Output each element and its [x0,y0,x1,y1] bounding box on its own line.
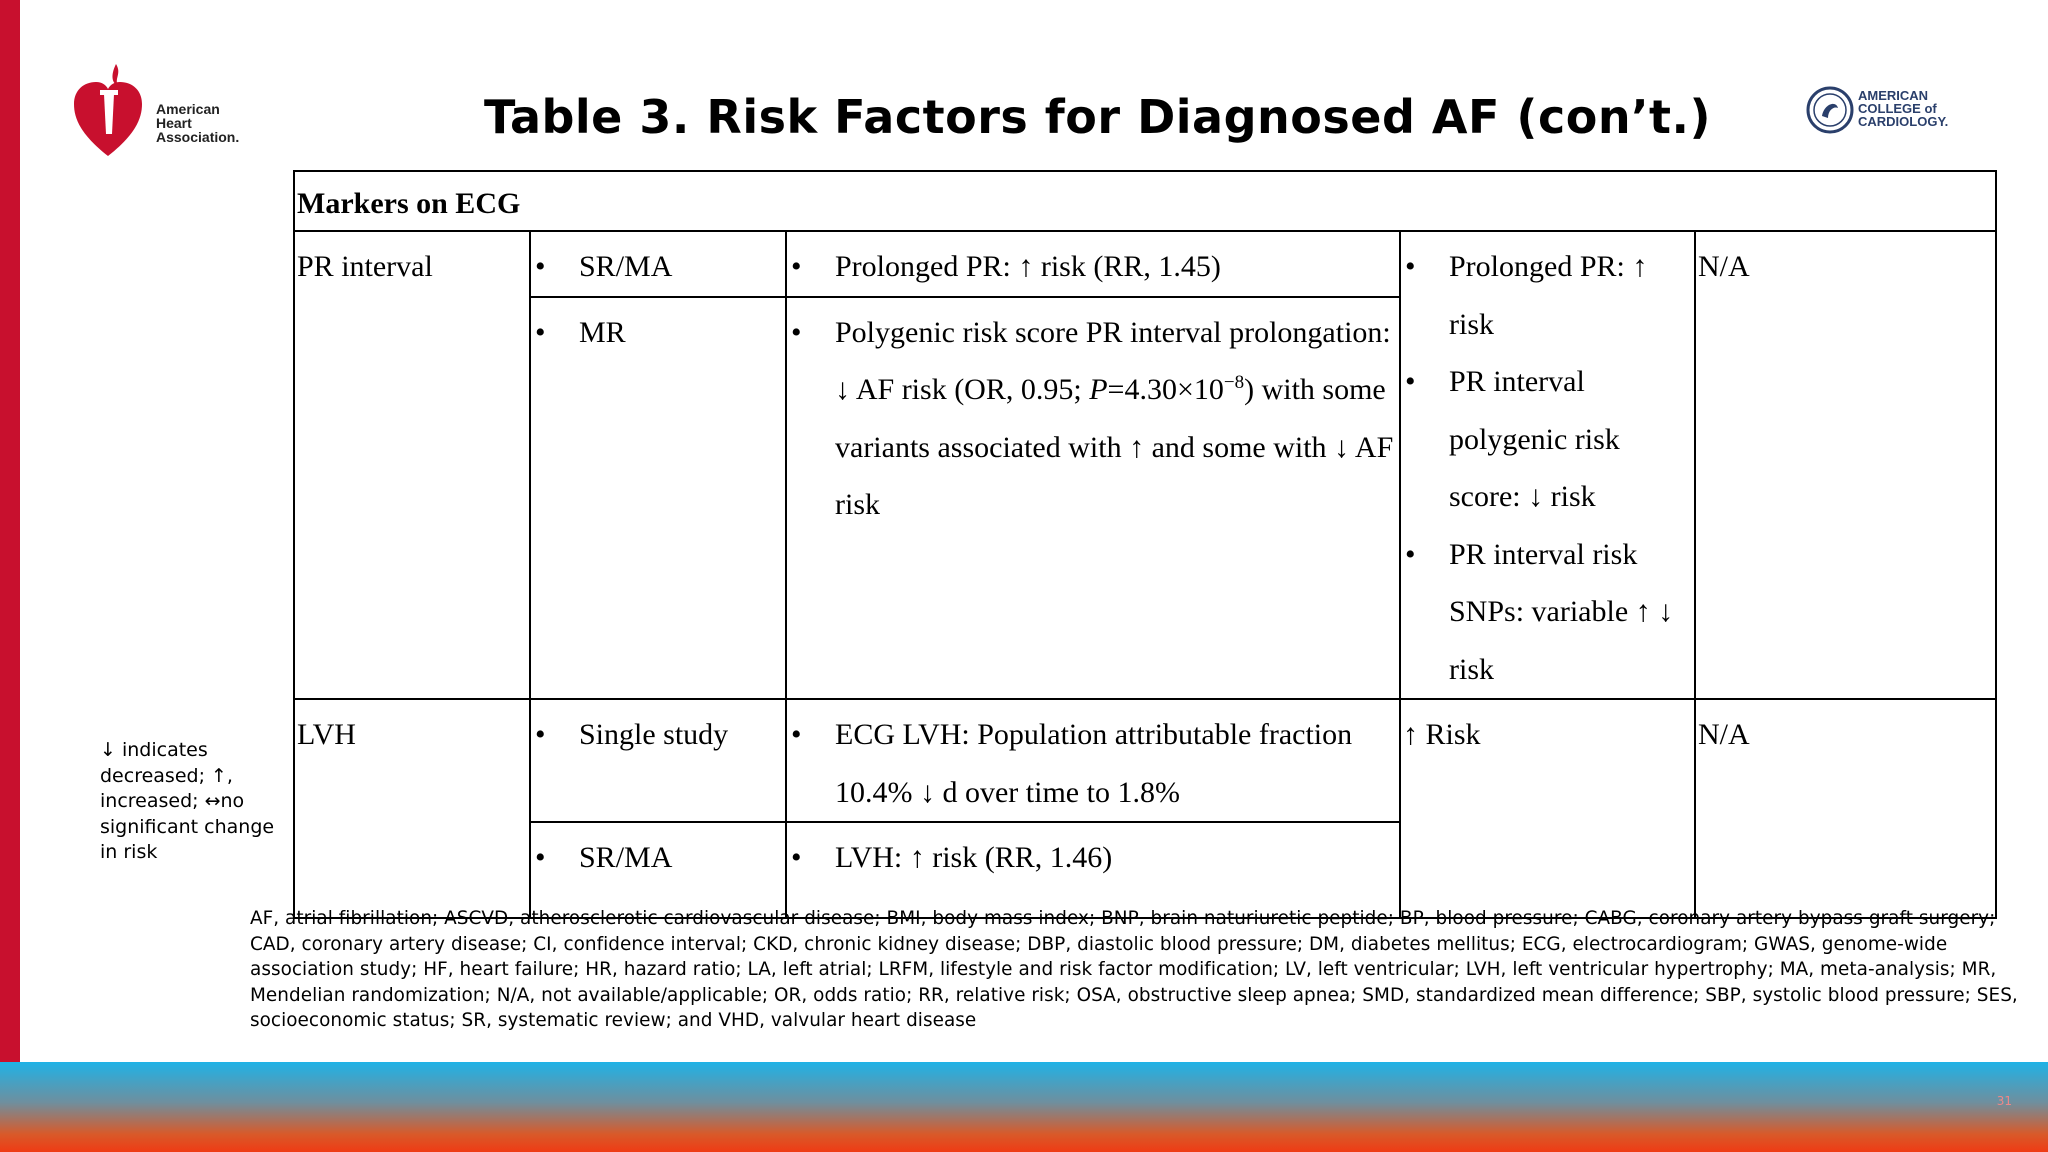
aha-line-3: Association. [156,129,240,145]
list-item: • LVH: ↑ risk (RR, 1.46) [789,829,1395,887]
study-cell [530,822,786,918]
acc-logo-text [1858,89,1948,128]
table-row [294,231,1996,297]
finding-text: =4.30×10 [1107,373,1224,406]
section-header: Markers on ECG [294,171,1996,231]
page-title: Table 3. Risk Factors for Diagnosed AF (con’t.) [484,90,1712,144]
list-item: • Prolonged PR: ↑ risk (RR, 1.45) [789,238,1395,296]
study-cell [530,231,786,297]
other-cell: N/A [1695,231,1996,699]
aha-line-1: American [156,101,220,117]
list-item: • SR/MA [533,238,781,296]
list-item [789,304,1395,534]
row-label-lvh: LVH [294,699,530,918]
acc-line-1: AMERICAN [1858,88,1929,103]
bottom-gradient-band [0,1062,2048,1152]
table-row [294,699,1996,822]
acc-line-2: COLLEGE of [1858,101,1937,116]
list-item: • ECG LVH: Population attributable fraction 10.4% ↓ d over time to 1.8% [789,706,1395,821]
row-label-pr: PR interval [294,231,530,699]
acc-line-3: CARDIOLOGY. [1858,114,1949,129]
table-section-row [294,171,1996,231]
page-number: 31 [1996,1094,2012,1108]
left-accent-bar [0,0,20,1062]
other-cell: N/A [1695,699,1996,918]
abbreviations-footnote: AF, atrial fibrillation; ASCVD, atherosclerotic cardiovascular disease; BMI, body mass index; BNP, brain naturiuretic peptide; BP, blood pressure; CABG, coronary artery bypass graft surgery; CAD, coronary artery disease; CI, confidence interval; CKD, chronic kidney disease; DBP, diastolic blood pressure; DM, diabetes mellitus; ECG, electrocardiogram; GWAS, genome-wide association study; HF, heart failure; HR, hazard ratio; LA, left atrial; LRFM, lifestyle and risk factor modification; LV, left ventricular; LVH, left ventricular hypertrophy; MA, meta-analysis; MR, Mendelian randomization; N/A, not available/applicable; OR, odds ratio; RR, relative risk; OSA, obstructive sleep apnea; SMD, standardized mean difference; SBP, systolic blood pressure; SES, socioeconomic status; SR, systematic review; and VHD, valvular heart disease [250,908,2018,1031]
study-cell [530,699,786,822]
finding-cell [786,822,1400,918]
study-cell [530,297,786,700]
p-symbol: P [1089,373,1108,406]
list-item: • Prolonged PR: ↑ risk [1403,238,1690,353]
aha-logo-text [156,102,239,144]
finding-cell [786,231,1400,297]
list-item: • PR interval risk SNPs: variable ↑ ↓ risk [1403,526,1690,699]
finding-cell [786,699,1400,822]
summary-cell: ↑ Risk [1400,699,1695,918]
finding-cell [786,297,1400,700]
risk-factor-table [293,170,1997,919]
finding-text: Polygenic risk score PR interval prolongation: ↓ AF risk (OR, 0.95; [835,315,1391,406]
list-item: • Single study [533,706,781,764]
aha-line-2: Heart [156,115,192,131]
exponent: −8 [1223,372,1245,393]
summary-cell [1400,231,1695,699]
list-item: • MR [533,304,781,362]
list-item: • SR/MA [533,829,781,887]
arrow-legend: ↓ indicates decreased; ↑, increased; ↔no significant change in risk [100,739,275,863]
finding-text: ) with some variants associated with ↑ and some with ↓ AF risk [835,373,1394,521]
list-item: • PR interval polygenic risk score: ↓ risk [1403,353,1690,526]
